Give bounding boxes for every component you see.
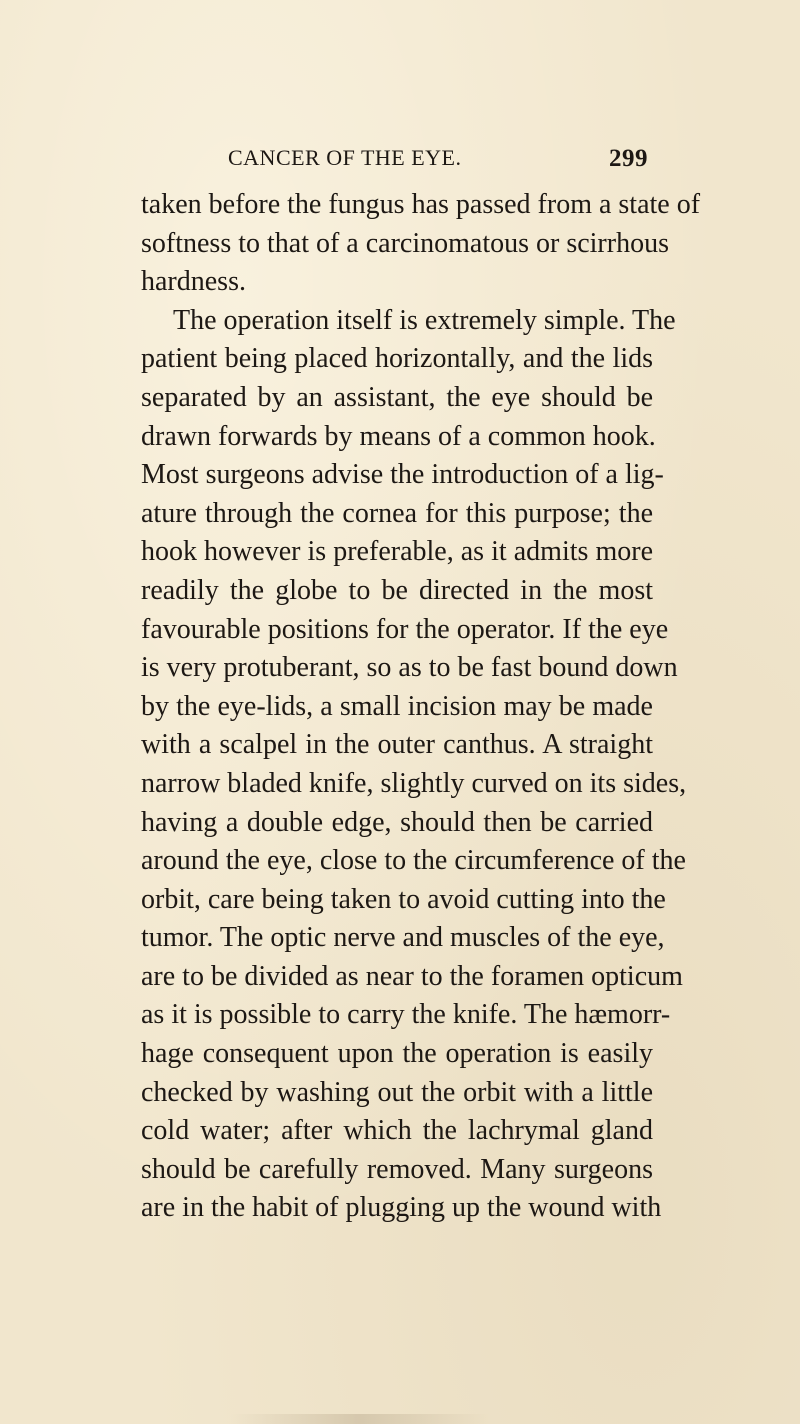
text-line: tumor. The optic nerve and muscles of the eye,: [141, 922, 665, 954]
text-line: orbit, care being taken to avoid cutting into the: [141, 883, 666, 915]
text-line: Most surgeons advise the introduction of a lig-: [141, 459, 664, 491]
text-line: taken before the fungus has passed from a state of: [141, 189, 701, 220]
scan-edge-shadow: [230, 1414, 490, 1424]
text-line: hage consequent upon the operation is easily: [141, 1038, 653, 1070]
text-line: ature through the cornea for this purpose; the: [141, 497, 653, 529]
text-line: narrow bladed knife, slightly curved on its sides,: [141, 767, 687, 799]
text-line: are to be divided as near to the foramen opticum: [141, 960, 683, 992]
text-line: separated by an assistant, the eye should be: [141, 381, 653, 413]
text-line: around the eye, close to the circumference of the: [141, 845, 686, 877]
text-line: patient being placed horizontally, and the lids: [141, 343, 653, 375]
text-line: drawn forwards by means of a common hook.: [141, 420, 656, 452]
text-line: should be carefully removed. Many surgeons: [141, 1153, 653, 1185]
text-line: with a scalpel in the outer canthus. A straight: [141, 729, 653, 761]
text-line: having a double edge, should then be carried: [141, 806, 653, 838]
text-line: favourable positions for the operator. If the eye: [141, 613, 669, 645]
text-line: by the eye-lids, a small incision may be made: [141, 690, 653, 722]
text-line: softness to that of a carcinomatous or scirrhous: [141, 227, 669, 259]
text-line: is very protuberant, so as to be fast bound down: [141, 652, 678, 684]
page-number: 299: [609, 145, 648, 172]
text-line: cold water; after which the lachrymal gland: [141, 1115, 653, 1147]
text-line: hook however is preferable, as it admits more: [141, 536, 653, 568]
running-head: [228, 145, 648, 175]
paragraph-start-line: The operation itself is extremely simple. The: [173, 304, 676, 336]
running-title: CANCER OF THE EYE.: [228, 145, 462, 170]
body-text: [141, 186, 701, 1228]
text-line: checked by washing out the orbit with a little: [141, 1076, 653, 1108]
text-line: as it is possible to carry the knife. The hæmorr-: [141, 999, 671, 1031]
text-line: hardness.: [141, 266, 246, 298]
text-line: readily the globe to be directed in the most: [141, 574, 653, 606]
text-line: are in the habit of plugging up the wound with: [141, 1192, 662, 1224]
